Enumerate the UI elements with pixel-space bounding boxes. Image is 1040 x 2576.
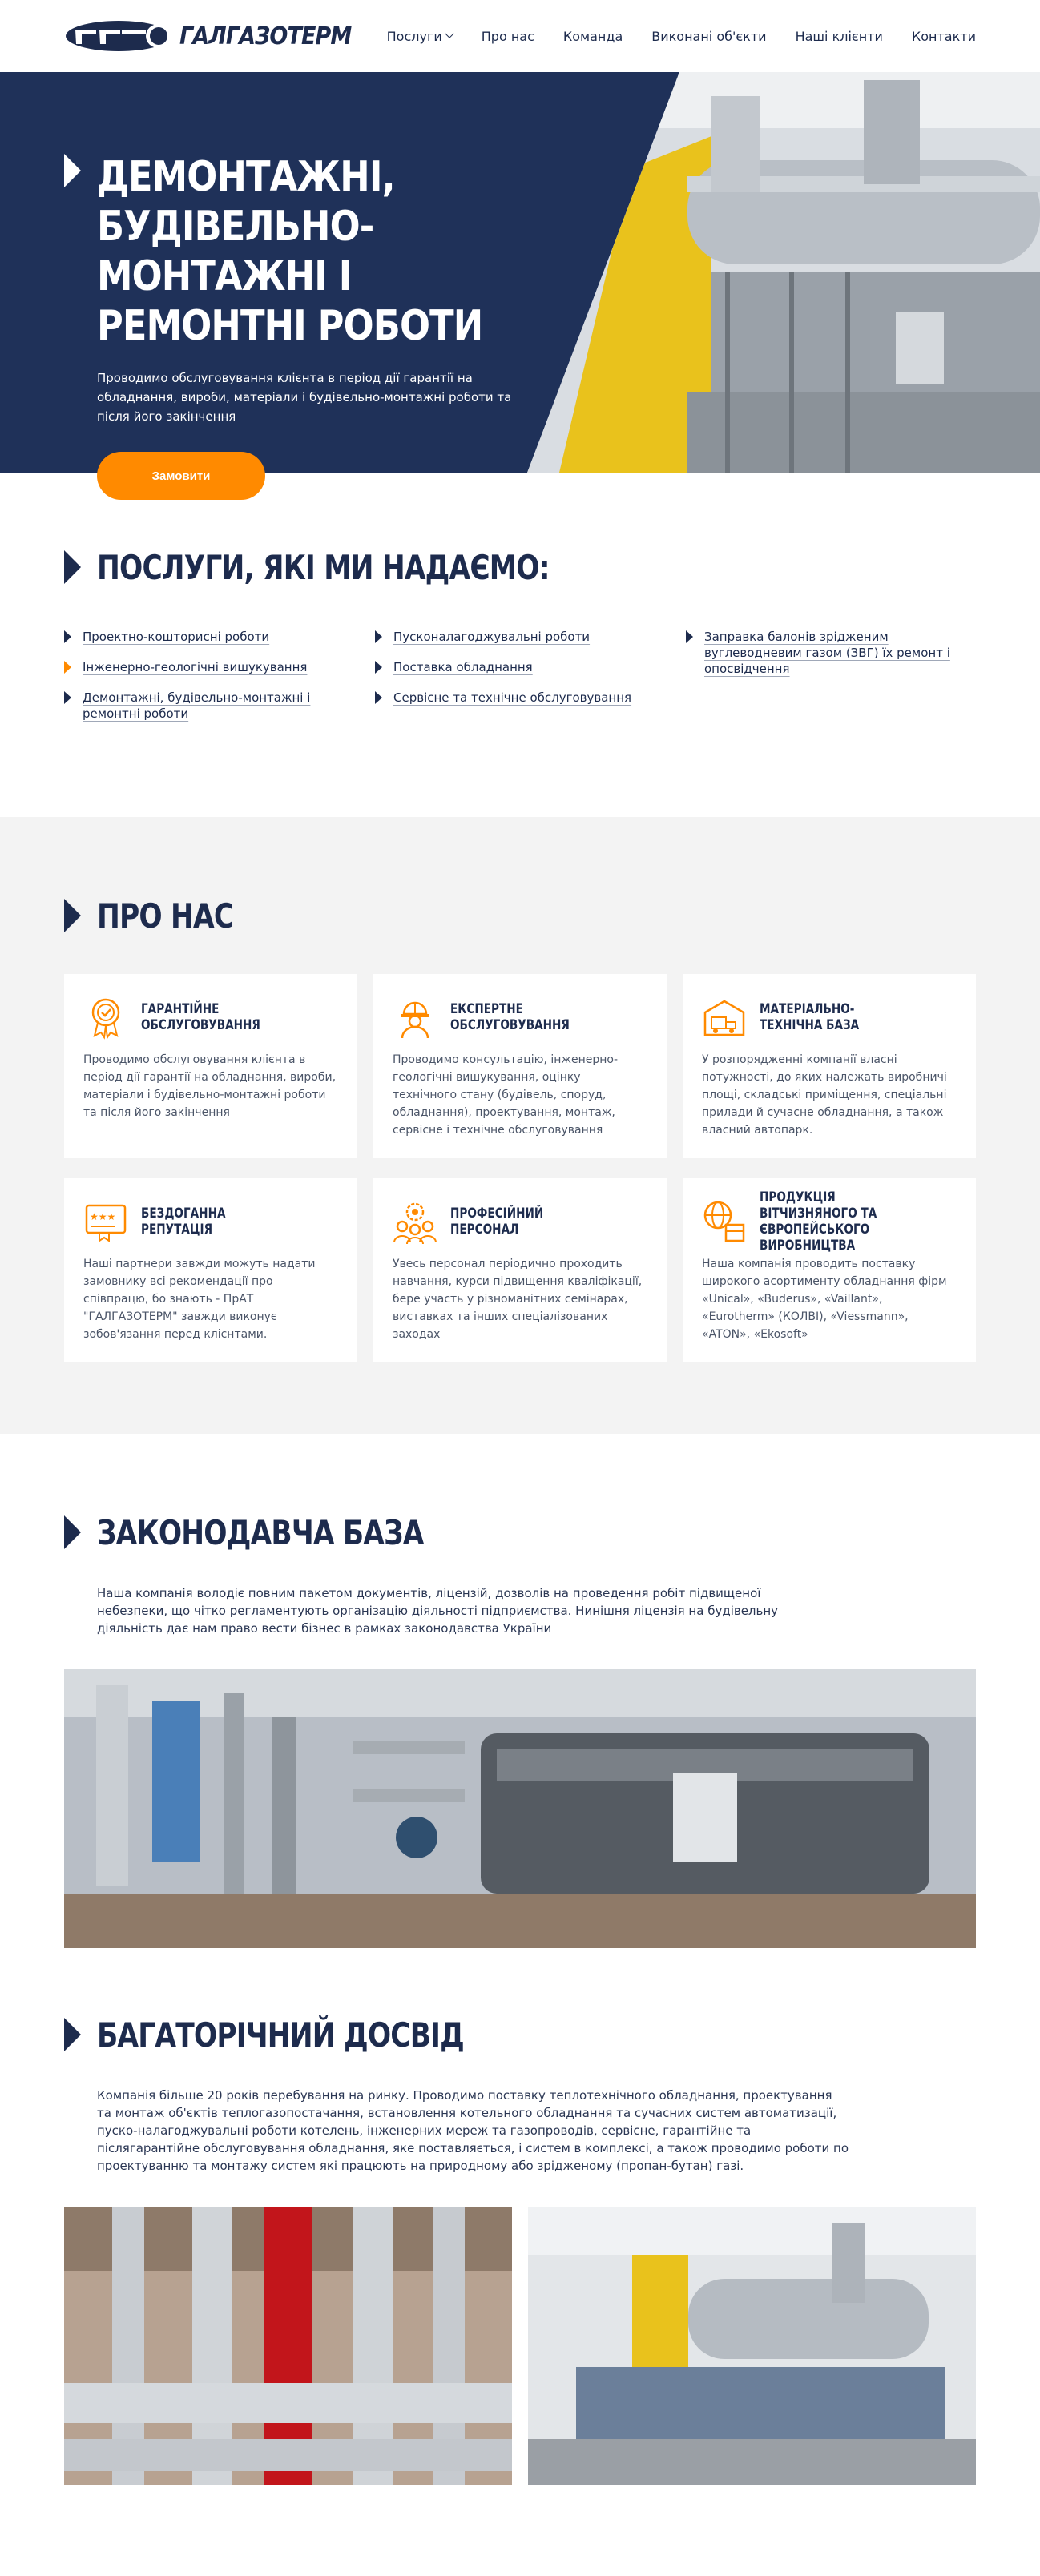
triangle-marker-icon [64, 899, 81, 932]
logo-mark-icon [64, 20, 173, 52]
service-label: Заправка балонів зрідженим вуглеводневим газом (ЗВГ) їх ремонт і опосвідчення [704, 630, 950, 676]
card-head [393, 1197, 647, 1246]
services-column-1 [64, 629, 375, 722]
services-title: ПОСЛУГИ, ЯКІ МИ НАДАЄМО: [97, 548, 550, 587]
card-head [83, 993, 338, 1041]
card-title: БЕЗДОГАННА РЕПУТАЦІЯ [141, 1205, 226, 1238]
card-text: Проводимо обслуговування клієнта в період дії гарантії на обладнання, вироби, матеріали і будівельно-монтажні роботи та після його закінчення [83, 1053, 337, 1119]
service-label: Демонтажні, будівельно-монтажні і ремонтні роботи [83, 690, 311, 721]
service-label: Проектно-кошторисні роботи [83, 630, 270, 644]
nav-services-label: Послуги [386, 28, 442, 44]
nav-clients[interactable]: Наші клієнти [795, 28, 883, 44]
warehouse-truck-icon [702, 995, 747, 1040]
hero-text: Проводимо обслуговування клієнта в період дії гарантії на обладнання, вироби, матеріали і будівельно-монтажні роботи та після його закінчення [97, 371, 512, 424]
legal-text: Наша компанія володіє повним пакетом документів, ліцензій, дозволів на проведення робіт підвищеної небезпеки, що чітко регламентують організацію діяльності підприємства. Нинішня ліцензія на будівельну діяльність дає нам право вести бізнес в рамках законодавства України [97, 1586, 779, 1636]
hero-content [64, 152, 609, 500]
team-gear-icon [393, 1199, 437, 1244]
experience-title: БАГАТОРІЧНИЙ ДОСВІД [97, 2015, 465, 2055]
service-link-geology[interactable] [64, 659, 375, 675]
service-link-construction[interactable] [64, 690, 375, 722]
service-link-design[interactable] [64, 629, 375, 645]
experience-section [0, 1948, 1040, 2534]
card-head [83, 1197, 338, 1246]
services-column-3 [686, 629, 997, 722]
pipes-photo [64, 2207, 512, 2485]
triangle-bullet-icon [64, 630, 71, 643]
medal-check-icon [83, 995, 128, 1040]
nav-projects[interactable]: Виконані об'єкти [651, 28, 767, 44]
triangle-bullet-icon [375, 630, 382, 643]
services-heading [64, 549, 976, 587]
nav-services[interactable] [387, 29, 453, 44]
service-label: Поставка обладнання [393, 660, 533, 674]
about-card [683, 1178, 976, 1362]
hero-heading [64, 152, 609, 351]
card-text: Наші партнери завжди можуть надати замовнику всі рекомендації про співпрацю, бо знають - ПрАТ "ГАЛГАЗОТЕРМ" завжди виконує зобов'язання перед клієнтами. [83, 1258, 316, 1341]
triangle-bullet-icon [375, 661, 382, 674]
card-title: ПРОФЕСІЙНИЙ ПЕРСОНАЛ [450, 1205, 544, 1238]
legal-title: ЗАКОНОДАВЧА БАЗА [97, 1513, 424, 1552]
site-header [0, 0, 1040, 72]
experience-heading [64, 2016, 976, 2055]
about-card [373, 974, 667, 1158]
triangle-bullet-icon [686, 630, 693, 643]
service-link-commissioning[interactable] [375, 629, 686, 645]
about-cards [64, 974, 976, 1362]
triangle-marker-icon [64, 154, 81, 187]
services-section [0, 473, 1040, 817]
worker-helmet-icon [393, 995, 437, 1040]
triangle-marker-icon [64, 1515, 81, 1549]
about-card [683, 974, 976, 1158]
chevron-down-icon [445, 30, 453, 38]
triangle-marker-icon [64, 550, 81, 584]
service-link-supply[interactable] [375, 659, 686, 675]
rating-stars-icon [83, 1199, 128, 1244]
triangle-bullet-icon [64, 691, 71, 704]
card-head [702, 993, 957, 1041]
logo[interactable] [64, 20, 370, 52]
about-card [64, 1178, 357, 1362]
card-text: Проводимо консультацію, інженерно-геологічні вишукування, оцінку технічного стану (будівель, споруд, обладнання), проектування, монтаж, сервісне і технічне обслуговування [393, 1053, 619, 1137]
service-label: Пусконалагоджувальні роботи [393, 630, 591, 644]
boiler-room-photo [64, 1669, 976, 1948]
about-section [0, 817, 1040, 1434]
nav-about[interactable]: Про нас [481, 28, 534, 44]
order-button[interactable]: Замовити [97, 452, 265, 500]
card-head [702, 1189, 957, 1254]
about-card [373, 1178, 667, 1362]
service-label: Сервісне та технічне обслуговування [393, 690, 632, 705]
card-title: ГАРАНТІЙНЕ ОБСЛУГОВУВАННЯ [141, 1001, 260, 1033]
card-title: ЕКСПЕРТНЕ ОБСЛУГОВУВАННЯ [450, 1001, 570, 1033]
card-title: МАТЕРІАЛЬНО-ТЕХНІЧНА БАЗА [760, 1001, 860, 1033]
service-link-gas-cylinders[interactable] [686, 629, 997, 677]
about-title: ПРО НАС [97, 896, 234, 936]
triangle-bullet-icon [375, 691, 382, 704]
hero [0, 72, 1040, 483]
experience-text: Компанія більше 20 років перебування на ринку. Проводимо поставку теплотехнічного обладнання, проектування та монтаж об'єктів теплогазопостачання, встановлення котельного обладнання та сучасних систем автоматизації, пуско-налагоджувальні роботи котелень, інженерних мереж та газопроводів, сервісне, гарантійне та післягарантійне обслуговування обладнання, яке поставляється, і систем в комплексі, а також проводимо роботи по проектуванню та монтажу систем які працюють на природному або зрідженому (пропан-бутан) газі. [97, 2088, 849, 2173]
svg-text:★★★: ★★★ [90, 1211, 116, 1222]
nav-team[interactable]: Команда [562, 28, 623, 44]
card-text: Наша компанія проводить поставку широкого асортименту обладнання фірм «Unical», «Buderus», «Vaillant», «Eurotherm» (КОЛВІ), «Viessmann», «ATON», «Ekosoft» [702, 1258, 947, 1341]
service-label: Інженерно-геологічні вишукування [83, 660, 308, 674]
triangle-bullet-icon [64, 661, 71, 674]
globe-box-icon [702, 1199, 747, 1244]
boiler-hall-photo [528, 2207, 976, 2485]
logo-text: ГАЛГАЗОТЕРМ [179, 22, 352, 50]
card-text: У розпорядженні компанії власні потужності, до яких належать виробничі площі, складські приміщення, спеціальні прилади й сучасне обладнання, а також власний автопарк. [702, 1053, 947, 1137]
nav-contacts[interactable]: Контакти [911, 28, 976, 44]
legal-section [0, 1434, 1040, 1948]
card-text: Увесь персонал періодично проходить навчання, курси підвищення кваліфікації, бере участь у різноманітних семінарах, виставках та інших спеціалізованих заходах [393, 1258, 643, 1341]
service-link-maintenance[interactable] [375, 690, 686, 706]
legal-heading [64, 1514, 976, 1552]
services-column-2 [375, 629, 686, 722]
about-card [64, 974, 357, 1158]
services-list [64, 629, 976, 722]
triangle-marker-icon [64, 2018, 81, 2051]
hero-title: ДЕМОНТАЖНІ, БУДІВЕЛЬНО-МОНТАЖНІ І РЕМОНТНІ РОБОТИ [97, 153, 483, 350]
card-title: ПРОДУКЦІЯ ВІТЧИЗНЯНОГО ТА ЄВРОПЕЙСЬКОГО ВИРОБНИЦТВА [760, 1189, 877, 1254]
main-nav [387, 29, 976, 44]
about-heading [64, 897, 976, 936]
experience-photos [64, 2207, 976, 2485]
card-head [393, 993, 647, 1041]
